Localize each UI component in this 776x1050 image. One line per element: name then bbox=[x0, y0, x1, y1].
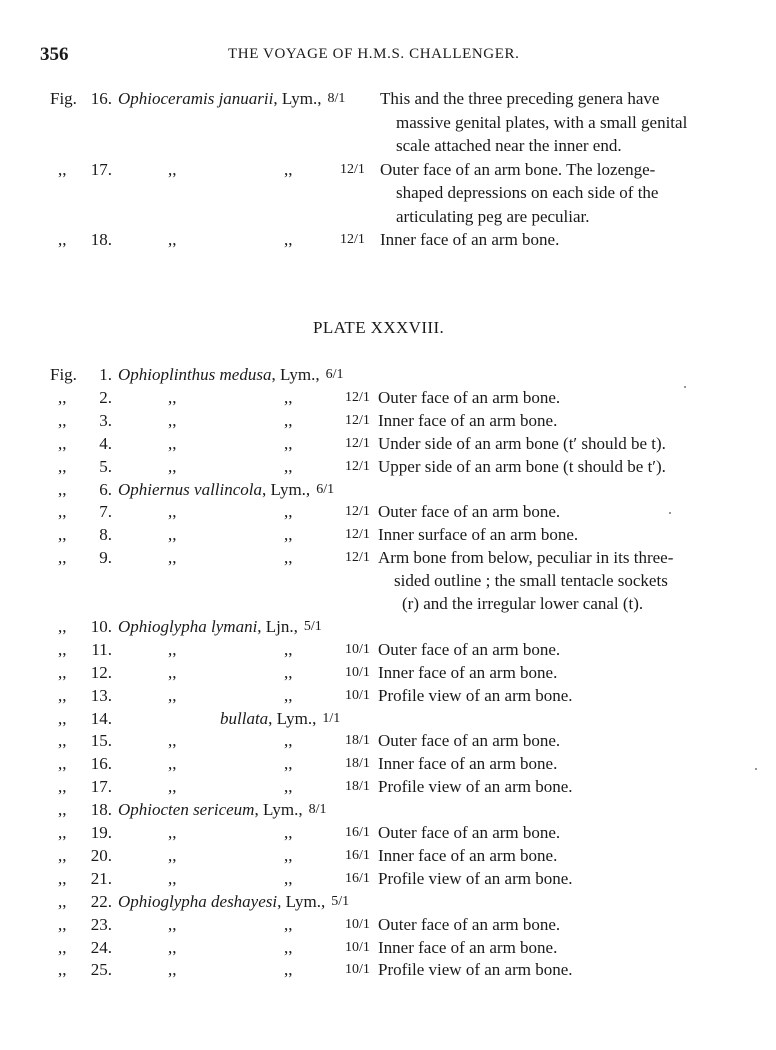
figure-number: 10. bbox=[90, 616, 112, 636]
figure-description: Inner surface of an arm bone. bbox=[378, 525, 579, 545]
ditto-mark: ,, bbox=[168, 525, 177, 545]
figure-description: Under side of an arm bone (t′ should be t). bbox=[378, 433, 666, 453]
ditto-mark: ,, bbox=[284, 914, 293, 934]
figure-description: Profile view of an arm bone. bbox=[378, 685, 573, 705]
ditto-mark: ,, bbox=[284, 502, 293, 522]
magnification: 18/1 bbox=[345, 779, 370, 795]
figure-description: Profile view of an arm bone. bbox=[378, 777, 573, 797]
ditto-mark: ,, bbox=[168, 410, 177, 430]
figure-label: ,, bbox=[58, 777, 67, 797]
ditto-mark: ,, bbox=[284, 731, 293, 751]
magnification: 16/1 bbox=[345, 825, 370, 840]
figure-label: ,, bbox=[58, 456, 67, 476]
magnification: 8/1 bbox=[327, 91, 346, 106]
magnification: 1/1 bbox=[322, 710, 341, 726]
ditto-mark: ,, bbox=[168, 662, 177, 682]
ditto-mark: ,, bbox=[284, 777, 293, 797]
figure-description: Outer face of an arm bone. bbox=[378, 387, 561, 407]
magnification: 5/1 bbox=[331, 893, 350, 909]
magnification: 8/1 bbox=[308, 802, 327, 818]
magnification: 10/1 bbox=[345, 916, 370, 932]
magnification: 12/1 bbox=[345, 527, 370, 543]
species-author: , Ljn., bbox=[257, 616, 298, 636]
magnification: 12/1 bbox=[345, 435, 370, 451]
figure-number: 2. bbox=[99, 387, 112, 407]
figure-label: ,, bbox=[58, 410, 67, 430]
ditto-mark: ,, bbox=[284, 456, 293, 476]
running-title: THE VOYAGE OF H.M.S. CHALLENGER. bbox=[228, 46, 520, 62]
magnification: 12/1 bbox=[345, 458, 370, 474]
figure-description: Profile view of an arm bone. bbox=[378, 960, 573, 980]
magnification: 6/1 bbox=[316, 481, 335, 497]
figure-description: Outer face of an arm bone. bbox=[378, 914, 561, 934]
figure-number: 24. bbox=[90, 937, 112, 957]
figure-label: ,, bbox=[58, 230, 67, 249]
ditto-mark: ,, bbox=[284, 159, 293, 179]
figure-label: ,, bbox=[58, 914, 67, 934]
figure-description: Inner face of an arm bone. bbox=[378, 845, 558, 865]
figure-description: Outer face of an arm bone. bbox=[378, 823, 561, 842]
ditto-mark: ,, bbox=[284, 868, 293, 888]
figure-label: Fig. bbox=[50, 365, 77, 384]
ditto-mark: ,, bbox=[284, 433, 293, 453]
ditto-mark: ,, bbox=[168, 914, 177, 934]
magnification: 16/1 bbox=[345, 870, 370, 886]
ditto-mark: ,, bbox=[168, 433, 177, 453]
species-author: , Lym., bbox=[254, 800, 303, 820]
figure-number: 3. bbox=[99, 410, 112, 430]
species-name: bullata bbox=[220, 708, 269, 728]
magnification: 12/1 bbox=[345, 389, 370, 405]
figure-number: 6. bbox=[99, 479, 112, 499]
figure-number: 16. bbox=[90, 89, 112, 108]
figure-label: ,, bbox=[58, 891, 67, 911]
figure-number: 17. bbox=[90, 159, 112, 179]
page-number: 356 bbox=[40, 44, 69, 65]
species-author: , Lym., bbox=[271, 365, 320, 384]
magnification: 12/1 bbox=[345, 550, 370, 566]
species-name: Ophiocten sericeum bbox=[118, 800, 255, 820]
ditto-mark: ,, bbox=[168, 754, 177, 774]
figure-number: 12. bbox=[90, 662, 112, 682]
magnification: 18/1 bbox=[345, 733, 370, 749]
magnification: 10/1 bbox=[345, 962, 370, 978]
species-name: Ophioglypha deshayesi bbox=[118, 891, 278, 911]
magnification: 12/1 bbox=[345, 412, 370, 428]
ditto-mark: ,, bbox=[168, 731, 177, 751]
ditto-mark: ,, bbox=[284, 525, 293, 545]
ditto-mark: ,, bbox=[168, 456, 177, 476]
figure-description: Inner face of an arm bone. bbox=[378, 937, 558, 957]
figure-number: 23. bbox=[90, 914, 112, 934]
figure-label: ,, bbox=[58, 616, 67, 636]
figure-description: Upper side of an arm bone (t should be t′). bbox=[378, 456, 666, 476]
ditto-mark: ,, bbox=[284, 754, 293, 774]
figure-label: ,, bbox=[58, 845, 67, 865]
ditto-mark: ,, bbox=[168, 685, 177, 705]
ditto-mark: ,, bbox=[284, 387, 293, 407]
figure-number: 15. bbox=[90, 731, 112, 751]
figure-description: Inner face of an arm bone. bbox=[378, 754, 558, 774]
figure-label: ,, bbox=[58, 823, 67, 842]
species-name: Ophiernus vallincola bbox=[118, 479, 263, 499]
magnification: 12/1 bbox=[340, 232, 365, 247]
ditto-mark: ,, bbox=[168, 548, 177, 568]
figure-description: Inner face of an arm bone. bbox=[380, 230, 560, 249]
figure-number: 22. bbox=[90, 891, 112, 911]
figure-description: articulating peg are peculiar. bbox=[396, 206, 590, 226]
magnification: 5/1 bbox=[303, 618, 322, 634]
figure-label: ,, bbox=[58, 433, 67, 453]
ditto-mark: ,, bbox=[168, 845, 177, 865]
figure-number: 18. bbox=[90, 800, 112, 820]
ditto-mark: ,, bbox=[168, 937, 177, 957]
figure-number: 19. bbox=[90, 823, 112, 842]
ditto-mark: ,, bbox=[284, 662, 293, 682]
magnification: 6/1 bbox=[325, 367, 344, 382]
figure-description: Inner face of an arm bone. bbox=[378, 662, 558, 682]
figure-number: 4. bbox=[99, 433, 112, 453]
figure-label: ,, bbox=[58, 731, 67, 751]
figure-description: Inner face of an arm bone. bbox=[378, 410, 558, 430]
figure-label: ,, bbox=[58, 662, 67, 682]
figure-number: 5. bbox=[99, 456, 112, 476]
figure-description: scale attached near the inner end. bbox=[396, 136, 622, 155]
ditto-mark: ,, bbox=[168, 387, 177, 407]
species-name: Ophioceramis januarii bbox=[118, 89, 274, 108]
figure-number: 13. bbox=[90, 685, 112, 705]
figure-description: Outer face of an arm bone. bbox=[378, 502, 561, 522]
ditto-mark: ,, bbox=[284, 230, 293, 249]
figure-number: 20. bbox=[90, 845, 112, 865]
magnification: 10/1 bbox=[345, 641, 370, 657]
ditto-mark: ,, bbox=[284, 410, 293, 430]
ditto-mark: ,, bbox=[168, 639, 177, 659]
figure-number: 9. bbox=[99, 548, 112, 568]
ditto-mark: ,, bbox=[168, 823, 177, 842]
figure-label: ,, bbox=[58, 708, 67, 728]
ditto-mark: ,, bbox=[284, 845, 293, 865]
figure-label: ,, bbox=[58, 548, 67, 568]
figure-number: 16. bbox=[90, 754, 112, 774]
ditto-mark: ,, bbox=[284, 548, 293, 568]
figure-number: 17. bbox=[90, 777, 112, 797]
figure-label: ,, bbox=[58, 639, 67, 659]
magnification: 12/1 bbox=[340, 161, 365, 177]
figure-number: 25. bbox=[90, 960, 112, 980]
figure-label: ,, bbox=[58, 525, 67, 545]
figure-label: ,, bbox=[58, 754, 67, 774]
plate-heading: PLATE XXXVIII. bbox=[313, 318, 445, 337]
species-author: , Lym., bbox=[273, 89, 322, 108]
figure-number: 14. bbox=[90, 708, 112, 728]
species-author: , Lym., bbox=[268, 708, 317, 728]
ditto-mark: ,, bbox=[284, 823, 293, 842]
figure-label: ,, bbox=[58, 800, 67, 820]
magnification: 10/1 bbox=[345, 664, 370, 680]
figure-label: ,, bbox=[58, 685, 67, 705]
figure-label: ,, bbox=[58, 502, 67, 522]
figure-label: ,, bbox=[58, 868, 67, 888]
figure-number: 1. bbox=[99, 365, 112, 384]
figure-description: massive genital plates, with a small genital bbox=[396, 112, 688, 132]
magnification: 18/1 bbox=[345, 756, 370, 772]
figure-label: ,, bbox=[58, 479, 67, 499]
figure-label: ,, bbox=[58, 159, 67, 179]
figure-description: shaped depressions on each side of the bbox=[396, 183, 659, 202]
figure-number: 18. bbox=[90, 230, 112, 249]
figure-number: 11. bbox=[91, 639, 112, 659]
ditto-mark: ,, bbox=[284, 937, 293, 957]
specks bbox=[684, 386, 686, 388]
figure-label: Fig. bbox=[50, 89, 77, 108]
ditto-mark: ,, bbox=[284, 639, 293, 659]
ditto-mark: ,, bbox=[168, 868, 177, 888]
figure-label: ,, bbox=[58, 960, 67, 980]
figure-description: This and the three preceding genera have bbox=[380, 89, 660, 108]
figure-label: ,, bbox=[58, 937, 67, 957]
ditto-mark: ,, bbox=[168, 502, 177, 522]
species-name: Ophioglypha lymani bbox=[118, 616, 258, 636]
figure-number: 21. bbox=[90, 868, 112, 888]
species-author: , Lym., bbox=[277, 891, 326, 911]
magnification: 12/1 bbox=[345, 504, 370, 520]
magnification: 10/1 bbox=[345, 687, 370, 703]
magnification: 16/1 bbox=[345, 847, 370, 863]
ditto-mark: ,, bbox=[284, 960, 293, 980]
figure-description: Outer face of an arm bone. The lozenge- bbox=[380, 159, 656, 179]
ditto-mark: ,, bbox=[168, 159, 177, 179]
figure-label: ,, bbox=[58, 387, 67, 407]
species-name: Ophioplinthus medusa bbox=[118, 365, 272, 384]
ditto-mark: ,, bbox=[168, 960, 177, 980]
figure-description: sided outline ; the small tentacle sockets bbox=[394, 571, 668, 591]
figure-description: Profile view of an arm bone. bbox=[378, 868, 573, 888]
figure-number: 7. bbox=[99, 502, 112, 522]
figure-description: (r) and the irregular lower canal (t). bbox=[402, 594, 644, 613]
specks bbox=[755, 768, 757, 770]
ditto-mark: ,, bbox=[168, 777, 177, 797]
figure-description: Outer face of an arm bone. bbox=[378, 731, 561, 751]
ditto-mark: ,, bbox=[284, 685, 293, 705]
figure-number: 8. bbox=[99, 525, 112, 545]
figure-description: Arm bone from below, peculiar in its three- bbox=[378, 548, 674, 568]
species-author: , Lym., bbox=[262, 479, 311, 499]
specks bbox=[669, 512, 671, 514]
ditto-mark: ,, bbox=[168, 230, 177, 249]
magnification: 10/1 bbox=[345, 939, 370, 955]
figure-description: Outer face of an arm bone. bbox=[378, 639, 561, 659]
